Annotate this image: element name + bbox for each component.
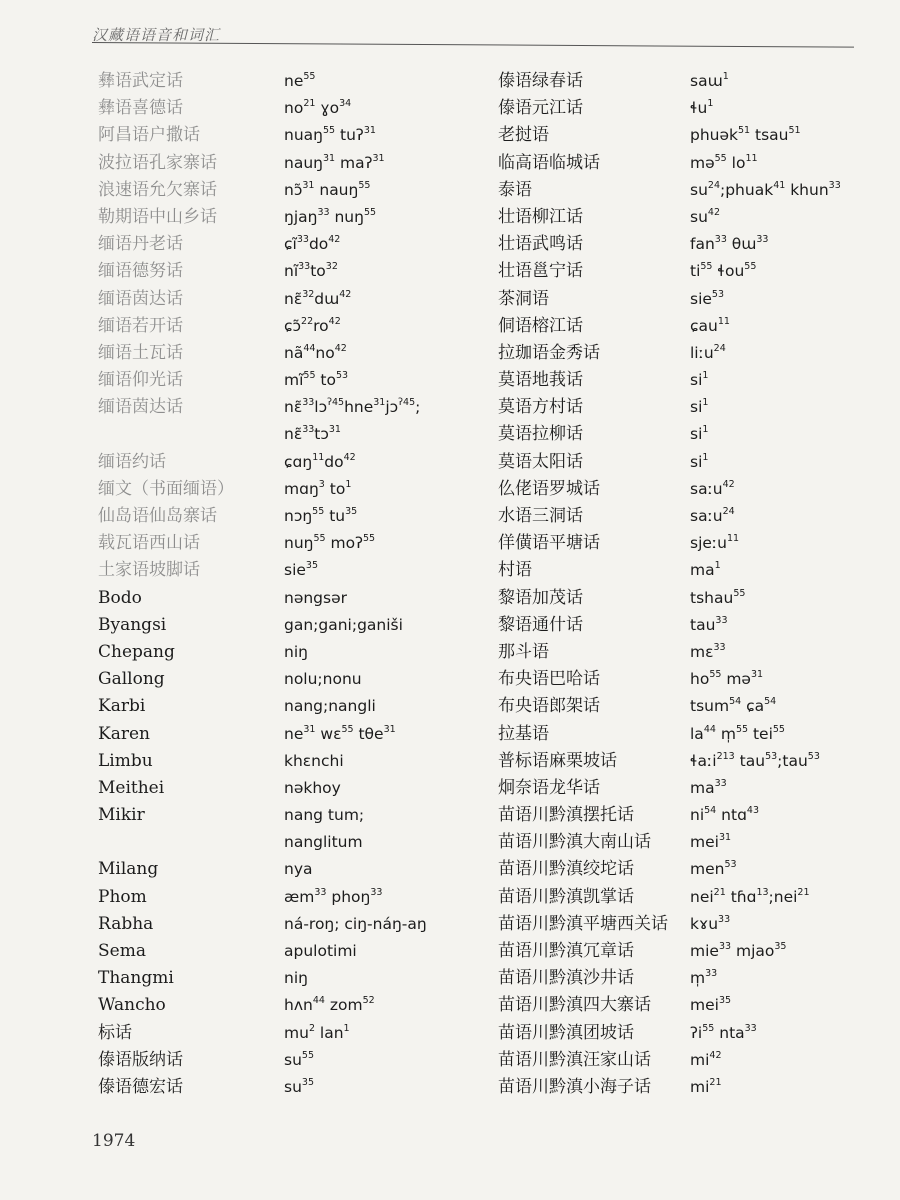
language-name: 傣语德宏话	[98, 1076, 183, 1097]
language-name: 侗语榕江话	[498, 315, 583, 336]
entry-row	[98, 856, 490, 883]
word-form: apulotimi	[284, 942, 357, 960]
word-form: $mi^{21}$	[690, 1076, 722, 1096]
entry-row	[498, 122, 878, 149]
entry-row	[98, 421, 490, 448]
word-form: ɬaːi$^{213}$ tau$^{53}$;tau$^{53}$	[690, 750, 820, 770]
entry-row	[498, 992, 878, 1019]
language-name: 傣语绿春话	[498, 71, 583, 91]
entry-row	[498, 775, 878, 802]
word-form: mie$^{33}$ mjao$^{35}$	[690, 941, 787, 960]
entry-row	[98, 666, 490, 693]
entry-row	[498, 1047, 878, 1074]
word-form: $mu^2$ lan$^1$	[284, 1022, 350, 1042]
language-name: 黎语通什话	[498, 614, 583, 635]
entry-row	[498, 965, 878, 992]
word-form: khɛnchi	[284, 751, 344, 770]
entry-row	[498, 394, 878, 421]
language-name: 村语	[498, 560, 532, 581]
language-name: Mikir	[98, 805, 145, 826]
entry-row	[98, 150, 490, 177]
language-name: 仙岛语仙岛寨话	[98, 506, 217, 526]
word-form: $su^{55}$	[284, 1049, 314, 1069]
word-form: nɔŋ$^{55}$ $tu^{35}$	[284, 506, 358, 525]
language-name: 苗语川黔滇绞坨话	[498, 859, 634, 880]
entry-row	[98, 231, 490, 258]
language-name: Wancho	[98, 995, 166, 1016]
language-name: Milang	[98, 859, 159, 880]
word-form: nɛ̃$^{33}$tɔ$^{31}$	[284, 424, 341, 444]
entry-row	[498, 231, 878, 258]
entry-row	[98, 965, 490, 992]
word-form: nəkhoy	[284, 778, 341, 797]
language-name: 缅语若开话	[98, 315, 183, 336]
entry-row	[98, 177, 490, 204]
word-form: $nĩ^{33}to^{32}$	[284, 261, 338, 281]
word-form: $ma^{33}$	[690, 777, 727, 797]
language-name: 缅语土瓦话	[98, 342, 183, 363]
entry-row	[498, 421, 878, 448]
entry-row	[498, 367, 878, 394]
language-name: 缅语茵达话	[98, 397, 183, 418]
language-name: 苗语川黔滇凯掌话	[498, 886, 634, 907]
word-form: niŋ	[284, 969, 308, 988]
entry-row	[498, 884, 878, 911]
word-form: fan$^{33}$ θɯ$^{33}$	[690, 234, 769, 254]
language-name: 莫语方村话	[498, 397, 583, 418]
language-name: 彝语喜德话	[98, 98, 183, 119]
word-form: nanglitum	[284, 833, 363, 852]
language-name: Limbu	[98, 750, 153, 771]
entry-row	[498, 721, 878, 748]
language-name: 老挝语	[498, 125, 549, 146]
word-form: nang;nangli	[284, 697, 376, 716]
entry-row	[498, 585, 878, 612]
entry-row	[98, 557, 490, 584]
entry-row	[498, 1020, 878, 1047]
language-name: 莫语太阳话	[498, 451, 583, 472]
entry-row	[98, 476, 490, 503]
entry-row	[98, 313, 490, 340]
word-form: sie$^{53}$	[690, 288, 725, 308]
language-name: 载瓦语西山话	[98, 533, 200, 554]
language-name: 缅语丹老话	[98, 234, 183, 255]
entry-row	[98, 367, 490, 394]
language-name: 黎语加茂话	[498, 587, 583, 608]
entry-row	[498, 286, 878, 313]
entry-row	[98, 204, 490, 231]
entry-row	[498, 340, 878, 367]
running-title: 汉藏语语音和词汇	[92, 26, 221, 44]
language-name: Meithei	[98, 777, 165, 798]
word-form: ɬu$^1$	[690, 98, 714, 118]
word-form: nɛ̃$^{33}$lɔ$^{ʔ45}$hne$^{31}$jɔ$^{ʔ45}$;	[284, 397, 421, 417]
entry-row	[98, 802, 490, 829]
language-name: 临高语临城话	[498, 152, 600, 173]
entry-row	[98, 829, 490, 856]
language-name: 苗语川黔滇沙井话	[498, 968, 634, 989]
entry-row	[98, 693, 490, 720]
language-name: 莫语拉柳话	[498, 424, 583, 445]
word-form: nei$^{21}$ tɦɑ$^{13}$;nei$^{21}$	[690, 886, 810, 906]
word-form: nolu;nonu	[284, 670, 362, 689]
language-name: 傣语版纳话	[98, 1049, 183, 1070]
entry-row	[98, 1047, 490, 1074]
entry-row	[498, 639, 878, 666]
language-name: 波拉语孔家寨话	[98, 152, 217, 173]
language-name: 缅语仰光话	[98, 370, 183, 391]
language-name: 普标语麻栗坡话	[498, 750, 617, 771]
entry-row	[98, 340, 490, 367]
entry-row	[98, 938, 490, 965]
language-name: Karbi	[98, 696, 146, 717]
entry-row	[498, 68, 878, 95]
language-name: 炯奈语龙华话	[498, 777, 600, 798]
word-form: $su^{35}$	[284, 1076, 314, 1096]
right-column	[498, 68, 878, 1101]
language-name: 缅文（书面缅语）	[98, 478, 234, 499]
entry-row	[98, 68, 490, 95]
entry-row	[498, 449, 878, 476]
entry-row	[498, 1074, 878, 1101]
language-name: 缅语茵达话	[98, 288, 183, 309]
entry-row	[498, 313, 878, 340]
word-form: $ni^{54}$ ntɑ$^{43}$	[690, 805, 759, 825]
word-form: m̩$^{33}$	[690, 968, 718, 988]
language-name: Karen	[98, 723, 150, 744]
word-form: ʔi$^{55}$ nta$^{33}$	[690, 1022, 757, 1042]
entry-row	[98, 95, 490, 122]
word-form: ná-roŋ; ciŋ-náŋ-aŋ	[284, 914, 427, 933]
language-name: 勒期语中山乡话	[98, 206, 217, 227]
word-form: $la^{44}$ m̩$^{55}$ tei$^{55}$	[690, 723, 785, 743]
entry-row	[498, 856, 878, 883]
word-form: $ɕĩ^{33}do^{42}$	[284, 234, 341, 254]
word-form: liːu$^{24}$	[690, 342, 726, 362]
word-form: sjeːu$^{11}$	[690, 533, 740, 553]
entry-row	[498, 829, 878, 856]
entry-row	[98, 530, 490, 557]
entry-row	[498, 693, 878, 720]
word-form: $si^1$	[690, 451, 709, 471]
language-name: Phom	[98, 886, 147, 907]
language-name: 傣语元江话	[498, 98, 583, 119]
word-form: mə$^{55}$ $lo^{11}$	[690, 152, 758, 172]
word-form: saɯ$^1$	[690, 71, 729, 90]
entry-row	[98, 122, 490, 149]
language-name: 苗语川黔滇平塘西关话	[498, 913, 668, 934]
language-name: 壮语邕宁话	[498, 261, 583, 282]
entry-row	[498, 911, 878, 938]
language-name: Byangsi	[98, 614, 167, 635]
entry-row	[498, 666, 878, 693]
language-name: 佯僙语平塘话	[498, 533, 600, 554]
word-form: $ne^{31}$ wɛ$^{55}$ tθe$^{31}$	[284, 723, 396, 743]
entry-row	[98, 585, 490, 612]
language-name: 拉基语	[498, 723, 549, 744]
language-name: 水语三洞话	[498, 506, 583, 526]
language-name: 土家语坡脚话	[98, 560, 200, 581]
language-name: 阿昌语户撒话	[98, 125, 200, 146]
word-form: $su^{42}$	[690, 206, 720, 226]
word-form: $mĩ^{55}$ $to^{53}$	[284, 370, 349, 390]
language-name: Gallong	[98, 669, 165, 690]
word-form: $æm^{33}$ phoŋ$^{33}$	[284, 886, 383, 906]
entry-row	[98, 449, 490, 476]
word-form: $si^1$	[690, 424, 709, 444]
entry-row	[98, 639, 490, 666]
entry-row	[498, 258, 878, 285]
left-column	[98, 68, 490, 1101]
language-name: 莫语地莪话	[498, 370, 583, 391]
word-form: $ho^{55}$ mə$^{31}$	[690, 669, 764, 689]
language-name: 拉珈语金秀话	[498, 342, 600, 363]
language-name: 苗语川黔滇四大寨话	[498, 995, 651, 1016]
word-form: tau$^{33}$	[690, 614, 728, 634]
word-form: ŋjaŋ$^{33}$ nuŋ$^{55}$	[284, 206, 377, 226]
language-name: 布央语郎架话	[498, 696, 600, 717]
entry-row	[498, 612, 878, 639]
word-form: phuək$^{51}$ tsau$^{51}$	[690, 125, 801, 145]
word-form: $nã^{44}no^{42}$	[284, 342, 347, 362]
entry-row	[98, 775, 490, 802]
page-header	[92, 24, 862, 48]
word-form: $ɕɔ̃^{22}ro^{42}$	[284, 315, 341, 335]
word-form: $ne^{55}$	[284, 71, 316, 90]
language-name: Bodo	[98, 587, 142, 608]
language-name: 泰语	[498, 179, 532, 200]
word-form: saːu$^{24}$	[690, 506, 735, 525]
language-name: 壮语柳江话	[498, 206, 583, 227]
language-name: Rabha	[98, 913, 154, 934]
entry-row	[98, 748, 490, 775]
language-name: Sema	[98, 941, 146, 961]
entry-row	[98, 286, 490, 313]
word-form: nɛ̃$^{32}$dɯ$^{42}$	[284, 288, 352, 308]
language-name: 苗语川黔滇冗章话	[498, 941, 634, 961]
word-form: $no^{21}$ ɣo$^{34}$	[284, 98, 352, 118]
entry-row	[98, 1020, 490, 1047]
word-form: gan;gani;ganiši	[284, 615, 403, 634]
word-form: nang tum;	[284, 806, 365, 825]
word-form: $ɕɑŋ^{11}do^{42}$	[284, 451, 356, 471]
language-name: 浪速语允欠寨话	[98, 179, 217, 200]
word-form: nya	[284, 860, 313, 879]
word-form: tshau$^{55}$	[690, 587, 746, 607]
language-name: 苗语川黔滇汪家山话	[498, 1049, 651, 1070]
word-form: saːu$^{42}$	[690, 478, 735, 498]
entry-row	[98, 884, 490, 911]
language-name: Chepang	[98, 641, 175, 662]
language-name: 苗语川黔滇摆托话	[498, 805, 634, 826]
language-name: 苗语川黔滇大南山话	[498, 832, 651, 853]
language-name: 彝语武定话	[98, 71, 183, 91]
word-form: mɛ$^{33}$	[690, 641, 726, 661]
word-form: niŋ	[284, 642, 308, 661]
entry-row	[98, 911, 490, 938]
entry-row	[98, 992, 490, 1019]
word-form: nuaŋ$^{55}$ tuʔ$^{31}$	[284, 125, 376, 145]
word-form: $si^1$	[690, 397, 709, 417]
word-form: nauŋ$^{31}$ maʔ$^{31}$	[284, 152, 385, 172]
language-name: 缅语约话	[98, 451, 166, 472]
word-form: $mi^{42}$	[690, 1049, 722, 1069]
entry-row	[498, 938, 878, 965]
entry-row	[98, 721, 490, 748]
word-form: men$^{53}$	[690, 859, 737, 879]
language-name: 壮语武鸣话	[498, 234, 583, 255]
entry-row	[98, 258, 490, 285]
entry-row	[98, 503, 490, 530]
entry-row	[498, 530, 878, 557]
language-name: 苗语川黔滇团坡话	[498, 1022, 634, 1043]
entry-row	[98, 394, 490, 421]
language-name: 茶洞语	[498, 288, 549, 309]
word-form: ɕau$^{11}$	[690, 315, 730, 335]
word-form: sie$^{35}$	[284, 560, 319, 580]
entry-row	[98, 1074, 490, 1101]
word-form: mɑŋ$^3$ $to^1$	[284, 478, 352, 498]
word-form: nɔ̃$^{31}$ nauŋ$^{55}$	[284, 179, 371, 199]
language-name: 那斗语	[498, 641, 549, 662]
word-form: tsum$^{54}$ ɕa$^{54}$	[690, 696, 777, 716]
language-name: 苗语川黔滇小海子话	[498, 1076, 651, 1097]
entry-row	[498, 177, 878, 204]
word-form: nuŋ$^{55}$ moʔ$^{55}$	[284, 533, 376, 553]
language-name: 仫佬语罗城话	[498, 478, 600, 499]
language-name: 缅语德努话	[98, 261, 183, 282]
word-form: hʌn$^{44}$ zom$^{52}$	[284, 995, 375, 1015]
entry-row	[498, 748, 878, 775]
entry-row	[498, 802, 878, 829]
word-form: $ti^{55}$ ɬou$^{55}$	[690, 261, 757, 281]
entry-row	[98, 612, 490, 639]
language-name: Thangmi	[98, 968, 174, 989]
entry-row	[498, 204, 878, 231]
word-form: nəngsər	[284, 588, 348, 607]
entry-row	[498, 476, 878, 503]
word-form: kɤu$^{33}$	[690, 913, 731, 933]
language-name: 布央语巴哈话	[498, 669, 600, 690]
entry-row	[498, 95, 878, 122]
entry-row	[498, 150, 878, 177]
word-form: mei$^{31}$	[690, 832, 732, 852]
word-form: mei$^{35}$	[690, 995, 732, 1015]
entry-row	[498, 557, 878, 584]
entry-row	[498, 503, 878, 530]
word-form: $su^{24};phuak^{41}$ khun$^{33}$	[690, 179, 841, 199]
word-form: $si^1$	[690, 370, 709, 390]
word-form: $ma^1$	[690, 560, 721, 580]
language-name: 标话	[98, 1022, 132, 1043]
page-number: 1974	[92, 1131, 136, 1151]
